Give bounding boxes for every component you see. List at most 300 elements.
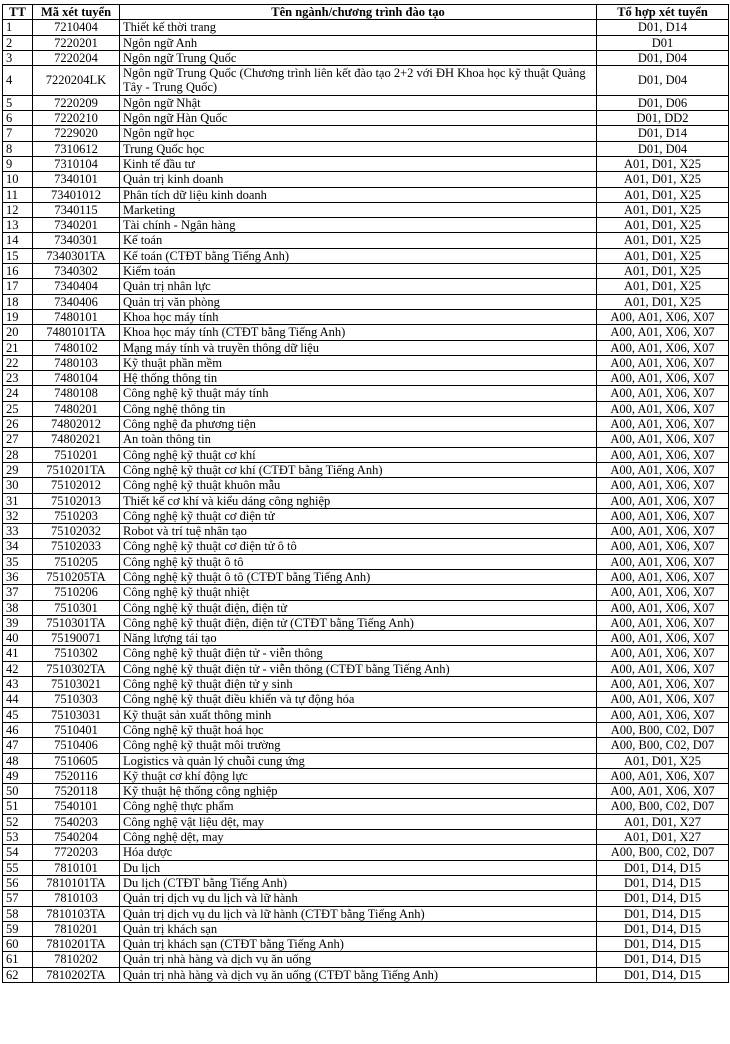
program-name-cell: Công nghệ kỹ thuật cơ điện tử [120,508,597,523]
row-number-cell: 39 [3,615,33,630]
program-code-cell: 7510301TA [33,615,120,630]
row-number-cell: 33 [3,524,33,539]
row-number-cell: 6 [3,111,33,126]
program-name-cell: Quản trị nhà hàng và dịch vụ ăn uống (CTĐT bằng Tiếng Anh) [120,967,597,982]
header-row [3,5,729,20]
program-name-cell: An toàn thông tin [120,432,597,447]
program-code-cell: 7480102 [33,340,120,355]
table-row [3,340,729,355]
program-code-cell: 73401012 [33,187,120,202]
row-number-cell: 24 [3,386,33,401]
program-name-cell: Công nghệ đa phương tiện [120,417,597,432]
table-row [3,799,729,814]
table-row [3,631,729,646]
subject-combination-cell: A00, A01, X06, X07 [597,539,729,554]
program-name-cell: Công nghệ kỹ thuật hoá học [120,722,597,737]
table-row [3,753,729,768]
table-row [3,111,729,126]
row-number-cell: 35 [3,554,33,569]
program-name-cell: Ngôn ngữ Nhật [120,95,597,110]
subject-combination-cell: A00, A01, X06, X07 [597,340,729,355]
row-number-cell: 45 [3,707,33,722]
program-name-cell: Kiểm toán [120,264,597,279]
program-code-cell: 75103031 [33,707,120,722]
row-number-cell: 54 [3,845,33,860]
program-name-cell: Logistics và quản lý chuỗi cung ứng [120,753,597,768]
row-number-cell: 8 [3,141,33,156]
program-code-cell: 75103021 [33,677,120,692]
subject-combination-cell: A00, B00, C02, D07 [597,845,729,860]
header-combo: Tổ hợp xét tuyển [597,5,729,20]
program-code-cell: 7510406 [33,738,120,753]
subject-combination-cell: A00, A01, X06, X07 [597,677,729,692]
program-code-cell: 7510401 [33,722,120,737]
program-name-cell: Hệ thống thông tin [120,371,597,386]
table-row [3,830,729,845]
table-row [3,447,729,462]
subject-combination-cell: D01, D14, D15 [597,875,729,890]
subject-combination-cell: A00, B00, C02, D07 [597,722,729,737]
subject-combination-cell: A00, A01, X06, X07 [597,569,729,584]
program-code-cell: 7510205TA [33,569,120,584]
program-code-cell: 7510201 [33,447,120,462]
program-code-cell: 7310104 [33,156,120,171]
row-number-cell: 2 [3,35,33,50]
subject-combination-cell: A00, A01, X06, X07 [597,325,729,340]
program-code-cell: 7810202TA [33,967,120,982]
program-code-cell: 7810103TA [33,906,120,921]
program-name-cell: Công nghệ kỹ thuật ô tô (CTĐT bằng Tiếng Anh) [120,569,597,584]
subject-combination-cell: A00, A01, X06, X07 [597,417,729,432]
table-row [3,554,729,569]
subject-combination-cell: A00, A01, X06, X07 [597,447,729,462]
row-number-cell: 38 [3,600,33,615]
table-row [3,401,729,416]
program-code-cell: 7510303 [33,692,120,707]
subject-combination-cell: A00, B00, C02, D07 [597,738,729,753]
program-code-cell: 7340301TA [33,248,120,263]
row-number-cell: 34 [3,539,33,554]
row-number-cell: 28 [3,447,33,462]
subject-combination-cell: D01, D14 [597,20,729,35]
subject-combination-cell: A01, D01, X25 [597,264,729,279]
program-name-cell: Ngôn ngữ Trung Quốc [120,50,597,65]
program-code-cell: 7220204LK [33,66,120,96]
program-name-cell: Robot và trí tuệ nhân tạo [120,524,597,539]
table-row [3,202,729,217]
program-name-cell: Khoa học máy tính (CTĐT bằng Tiếng Anh) [120,325,597,340]
program-code-cell: 7340101 [33,172,120,187]
table-row [3,967,729,982]
program-code-cell: 75102013 [33,493,120,508]
subject-combination-cell: D01, D14, D15 [597,906,729,921]
row-number-cell: 25 [3,401,33,416]
row-number-cell: 21 [3,340,33,355]
table-row [3,677,729,692]
table-row [3,355,729,370]
table-row [3,493,729,508]
table-row [3,233,729,248]
header-name: Tên ngành/chương trình đào tạo [120,5,597,20]
program-code-cell: 7520118 [33,784,120,799]
table-row [3,738,729,753]
subject-combination-cell: A00, A01, X06, X07 [597,508,729,523]
program-code-cell: 7510206 [33,585,120,600]
table-row [3,172,729,187]
table-row [3,937,729,952]
table-row [3,524,729,539]
subject-combination-cell: A00, A01, X06, X07 [597,646,729,661]
program-name-cell: Công nghệ kỹ thuật máy tính [120,386,597,401]
subject-combination-cell: A00, A01, X06, X07 [597,432,729,447]
program-code-cell: 7510301 [33,600,120,615]
program-code-cell: 7810201TA [33,937,120,952]
subject-combination-cell: A00, A01, X06, X07 [597,493,729,508]
program-code-cell: 7540101 [33,799,120,814]
subject-combination-cell: A00, A01, X06, X07 [597,554,729,569]
subject-combination-cell: D01, D14, D15 [597,891,729,906]
program-name-cell: Kế toán [120,233,597,248]
program-code-cell: 7510203 [33,508,120,523]
program-code-cell: 75102033 [33,539,120,554]
program-code-cell: 7310612 [33,141,120,156]
row-number-cell: 49 [3,768,33,783]
subject-combination-cell: A01, D01, X25 [597,294,729,309]
row-number-cell: 9 [3,156,33,171]
table-row [3,95,729,110]
program-name-cell: Quản trị khách sạn (CTĐT bằng Tiếng Anh) [120,937,597,952]
subject-combination-cell: D01, D04 [597,141,729,156]
row-number-cell: 19 [3,309,33,324]
subject-combination-cell: D01, D04 [597,50,729,65]
table-row [3,875,729,890]
table-row [3,539,729,554]
admission-table [2,4,729,983]
row-number-cell: 58 [3,906,33,921]
subject-combination-cell: D01 [597,35,729,50]
program-name-cell: Quản trị văn phòng [120,294,597,309]
program-code-cell: 74802021 [33,432,120,447]
row-number-cell: 37 [3,585,33,600]
subject-combination-cell: D01, D14, D15 [597,860,729,875]
subject-combination-cell: A01, D01, X25 [597,279,729,294]
program-code-cell: 7480101TA [33,325,120,340]
program-name-cell: Kỹ thuật phần mềm [120,355,597,370]
row-number-cell: 20 [3,325,33,340]
program-code-cell: 7220209 [33,95,120,110]
program-name-cell: Công nghệ thực phẩm [120,799,597,814]
program-name-cell: Ngôn ngữ Trung Quốc (Chương trình liên kết đào tạo 2+2 với ĐH Khoa học kỹ thuật Quảng Tây - Trung Quốc) [120,66,597,96]
subject-combination-cell: D01, D14 [597,126,729,141]
program-code-cell: 7229020 [33,126,120,141]
program-code-cell: 7340301 [33,233,120,248]
row-number-cell: 32 [3,508,33,523]
program-name-cell: Quản trị dịch vụ du lịch và lữ hành [120,891,597,906]
table-row [3,417,729,432]
row-number-cell: 14 [3,233,33,248]
subject-combination-cell: A00, A01, X06, X07 [597,631,729,646]
program-name-cell: Công nghệ thông tin [120,401,597,416]
header-tt: TT [3,5,33,20]
row-number-cell: 18 [3,294,33,309]
subject-combination-cell: A01, D01, X25 [597,156,729,171]
row-number-cell: 22 [3,355,33,370]
subject-combination-cell: D01, D14, D15 [597,921,729,936]
subject-combination-cell: A00, A01, X06, X07 [597,524,729,539]
row-number-cell: 23 [3,371,33,386]
row-number-cell: 43 [3,677,33,692]
table-row [3,141,729,156]
row-number-cell: 42 [3,661,33,676]
table-row [3,891,729,906]
program-code-cell: 7340302 [33,264,120,279]
subject-combination-cell: D01, D14, D15 [597,967,729,982]
program-name-cell: Quản trị nhà hàng và dịch vụ ăn uống [120,952,597,967]
subject-combination-cell: D01, DD2 [597,111,729,126]
subject-combination-cell: D01, D06 [597,95,729,110]
table-row [3,692,729,707]
table-body [3,20,729,983]
program-code-cell: 7510302TA [33,661,120,676]
program-code-cell: 7810101TA [33,875,120,890]
subject-combination-cell: A00, A01, X06, X07 [597,386,729,401]
program-code-cell: 7480101 [33,309,120,324]
subject-combination-cell: A00, A01, X06, X07 [597,661,729,676]
table-row [3,66,729,96]
row-number-cell: 55 [3,860,33,875]
table-row [3,156,729,171]
program-code-cell: 7720203 [33,845,120,860]
program-code-cell: 7340406 [33,294,120,309]
program-code-cell: 7540203 [33,814,120,829]
row-number-cell: 52 [3,814,33,829]
row-number-cell: 57 [3,891,33,906]
program-name-cell: Ngôn ngữ Hàn Quốc [120,111,597,126]
subject-combination-cell: A01, D01, X25 [597,753,729,768]
row-number-cell: 16 [3,264,33,279]
program-code-cell: 7340201 [33,218,120,233]
row-number-cell: 53 [3,830,33,845]
table-row [3,508,729,523]
program-code-cell: 75102032 [33,524,120,539]
program-name-cell: Du lịch (CTĐT bằng Tiếng Anh) [120,875,597,890]
program-code-cell: 7810201 [33,921,120,936]
program-name-cell: Quản trị dịch vụ du lịch và lữ hành (CTĐT bằng Tiếng Anh) [120,906,597,921]
subject-combination-cell: A00, A01, X06, X07 [597,600,729,615]
program-name-cell: Marketing [120,202,597,217]
table-row [3,768,729,783]
program-code-cell: 75190071 [33,631,120,646]
program-name-cell: Kỹ thuật sản xuất thông minh [120,707,597,722]
subject-combination-cell: A00, A01, X06, X07 [597,784,729,799]
row-number-cell: 56 [3,875,33,890]
program-name-cell: Du lịch [120,860,597,875]
program-name-cell: Trung Quốc học [120,141,597,156]
subject-combination-cell: A00, A01, X06, X07 [597,692,729,707]
subject-combination-cell: D01, D04 [597,66,729,96]
row-number-cell: 12 [3,202,33,217]
table-row [3,952,729,967]
row-number-cell: 26 [3,417,33,432]
program-name-cell: Công nghệ kỹ thuật điều khiển và tự động hóa [120,692,597,707]
table-row [3,722,729,737]
subject-combination-cell: A01, D01, X25 [597,202,729,217]
subject-combination-cell: A00, A01, X06, X07 [597,768,729,783]
subject-combination-cell: D01, D14, D15 [597,937,729,952]
table-row [3,569,729,584]
table-row [3,432,729,447]
subject-combination-cell: A01, D01, X25 [597,187,729,202]
subject-combination-cell: A01, D01, X25 [597,248,729,263]
table-row [3,600,729,615]
subject-combination-cell: A00, A01, X06, X07 [597,401,729,416]
table-row [3,585,729,600]
table-row [3,478,729,493]
program-code-cell: 75102012 [33,478,120,493]
subject-combination-cell: A01, D01, X25 [597,233,729,248]
subject-combination-cell: A00, A01, X06, X07 [597,462,729,477]
table-row [3,187,729,202]
program-name-cell: Ngôn ngữ Anh [120,35,597,50]
table-row [3,462,729,477]
program-name-cell: Công nghệ vật liệu dệt, may [120,814,597,829]
program-name-cell: Công nghệ kỹ thuật nhiệt [120,585,597,600]
program-code-cell: 7340115 [33,202,120,217]
table-row [3,386,729,401]
row-number-cell: 47 [3,738,33,753]
table-row [3,371,729,386]
program-code-cell: 7520116 [33,768,120,783]
program-name-cell: Công nghệ kỹ thuật điện tử y sinh [120,677,597,692]
program-code-cell: 74802012 [33,417,120,432]
row-number-cell: 59 [3,921,33,936]
program-code-cell: 7210404 [33,20,120,35]
program-name-cell: Công nghệ kỹ thuật cơ điện tử ô tô [120,539,597,554]
row-number-cell: 48 [3,753,33,768]
row-number-cell: 50 [3,784,33,799]
header-code: Mã xét tuyển [33,5,120,20]
subject-combination-cell: A00, A01, X06, X07 [597,355,729,370]
program-code-cell: 7220201 [33,35,120,50]
table-row [3,20,729,35]
subject-combination-cell: A01, D01, X27 [597,814,729,829]
program-name-cell: Công nghệ kỹ thuật khuôn mẫu [120,478,597,493]
program-name-cell: Công nghệ kỹ thuật môi trường [120,738,597,753]
table-row [3,615,729,630]
row-number-cell: 10 [3,172,33,187]
program-code-cell: 7340404 [33,279,120,294]
program-name-cell: Kế toán (CTĐT bằng Tiếng Anh) [120,248,597,263]
row-number-cell: 13 [3,218,33,233]
program-name-cell: Kinh tế đầu tư [120,156,597,171]
row-number-cell: 4 [3,66,33,96]
program-name-cell: Quản trị nhân lực [120,279,597,294]
program-name-cell: Công nghệ dệt, may [120,830,597,845]
table-row [3,218,729,233]
table-row [3,294,729,309]
row-number-cell: 62 [3,967,33,982]
subject-combination-cell: A00, A01, X06, X07 [597,309,729,324]
table-row [3,814,729,829]
program-name-cell: Công nghệ kỹ thuật điện tử - viễn thông [120,646,597,661]
subject-combination-cell: A01, D01, X25 [597,218,729,233]
program-code-cell: 7480104 [33,371,120,386]
program-code-cell: 7510205 [33,554,120,569]
subject-combination-cell: A00, A01, X06, X07 [597,615,729,630]
program-name-cell: Tài chính - Ngân hàng [120,218,597,233]
program-code-cell: 7540204 [33,830,120,845]
subject-combination-cell: A00, A01, X06, X07 [597,585,729,600]
program-name-cell: Năng lượng tái tạo [120,631,597,646]
program-code-cell: 7220210 [33,111,120,126]
row-number-cell: 36 [3,569,33,584]
program-code-cell: 7480108 [33,386,120,401]
program-name-cell: Công nghệ kỹ thuật ô tô [120,554,597,569]
row-number-cell: 30 [3,478,33,493]
row-number-cell: 3 [3,50,33,65]
subject-combination-cell: A00, A01, X06, X07 [597,371,729,386]
subject-combination-cell: A00, B00, C02, D07 [597,799,729,814]
row-number-cell: 44 [3,692,33,707]
program-code-cell: 7480201 [33,401,120,416]
program-name-cell: Thiết kế thời trang [120,20,597,35]
program-code-cell: 7810202 [33,952,120,967]
program-code-cell: 7810101 [33,860,120,875]
program-code-cell: 7510201TA [33,462,120,477]
program-name-cell: Công nghệ kỹ thuật điện, điện tử (CTĐT bằng Tiếng Anh) [120,615,597,630]
table-row [3,784,729,799]
row-number-cell: 11 [3,187,33,202]
program-name-cell: Khoa học máy tính [120,309,597,324]
table-row [3,707,729,722]
table-row [3,325,729,340]
program-name-cell: Phân tích dữ liệu kinh doanh [120,187,597,202]
table-row [3,845,729,860]
table-row [3,646,729,661]
table-row [3,309,729,324]
subject-combination-cell: A01, D01, X25 [597,172,729,187]
program-code-cell: 7510605 [33,753,120,768]
table-row [3,35,729,50]
program-name-cell: Kỹ thuật cơ khí động lực [120,768,597,783]
row-number-cell: 27 [3,432,33,447]
row-number-cell: 17 [3,279,33,294]
program-name-cell: Thiết kế cơ khí và kiểu dáng công nghiệp [120,493,597,508]
program-code-cell: 7810103 [33,891,120,906]
row-number-cell: 1 [3,20,33,35]
program-name-cell: Quản trị kinh doanh [120,172,597,187]
row-number-cell: 5 [3,95,33,110]
table-row [3,661,729,676]
program-name-cell: Hóa dược [120,845,597,860]
table-row [3,906,729,921]
program-name-cell: Công nghệ kỹ thuật điện, điện tử [120,600,597,615]
program-name-cell: Công nghệ kỹ thuật cơ khí (CTĐT bằng Tiếng Anh) [120,462,597,477]
program-code-cell: 7510302 [33,646,120,661]
subject-combination-cell: D01, D14, D15 [597,952,729,967]
row-number-cell: 31 [3,493,33,508]
subject-combination-cell: A01, D01, X27 [597,830,729,845]
program-code-cell: 7480103 [33,355,120,370]
program-code-cell: 7220204 [33,50,120,65]
row-number-cell: 15 [3,248,33,263]
row-number-cell: 41 [3,646,33,661]
program-name-cell: Mạng máy tính và truyền thông dữ liệu [120,340,597,355]
table-row [3,921,729,936]
table-row [3,264,729,279]
table-row [3,279,729,294]
program-name-cell: Kỹ thuật hệ thống công nghiệp [120,784,597,799]
